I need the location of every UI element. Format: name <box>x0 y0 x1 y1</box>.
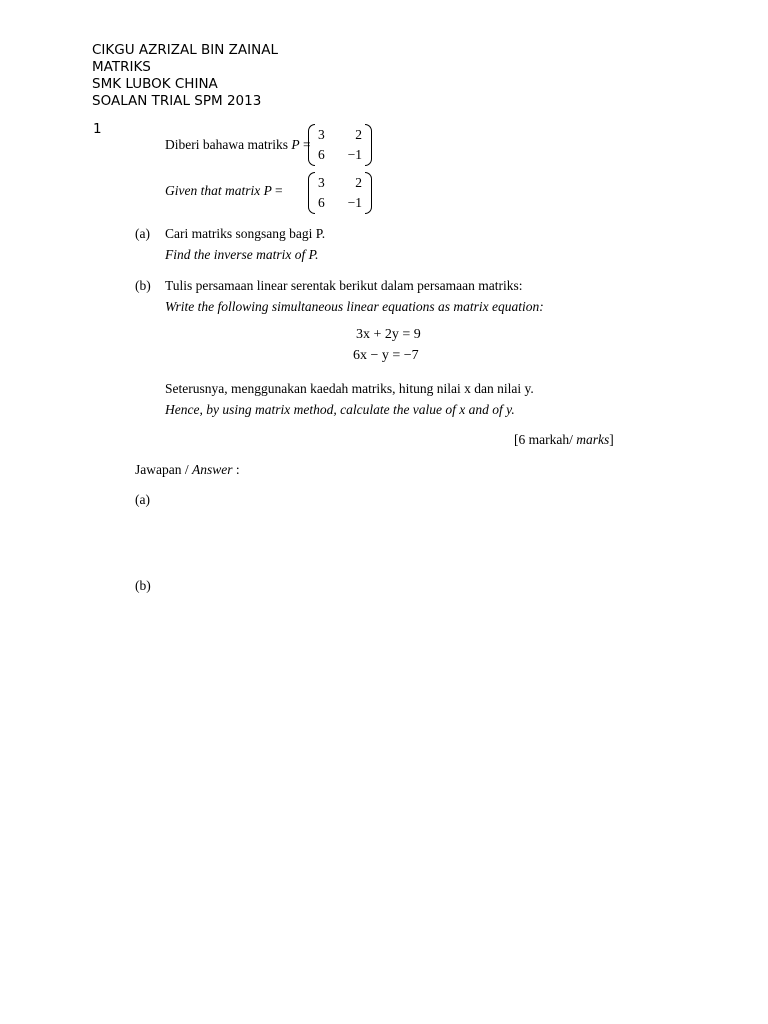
equation-2: 6x − y = −7 <box>353 348 419 363</box>
marks-close: ] <box>609 432 614 447</box>
part-b-label: (b) <box>135 278 151 293</box>
answer-label-en: Answer <box>191 462 233 477</box>
answer-label-ms: Jawapan / <box>135 462 192 477</box>
right-bracket <box>365 124 372 166</box>
given-statement-en <box>165 183 283 199</box>
matrix-cell: 3 <box>318 175 325 190</box>
equals-sign: = <box>275 183 283 198</box>
matrix-cell: 6 <box>318 147 325 162</box>
matrix-cell: 2 <box>355 127 362 142</box>
part-a-text-en: Find the inverse matrix of P. <box>165 247 319 262</box>
matrix-variable: P <box>291 137 300 152</box>
left-bracket <box>308 172 315 214</box>
teacher-name: CIKGU AZRIZAL BIN ZAINAL <box>92 42 278 58</box>
given-text-en: Given that matrix <box>165 183 261 198</box>
part-a-label: (a) <box>135 226 150 241</box>
given-text-ms: Diberi bahawa matriks <box>165 137 288 152</box>
exam-title: SOALAN TRIAL SPM 2013 <box>92 93 262 109</box>
left-bracket <box>308 124 315 166</box>
matrix-cell: 3 <box>318 127 325 142</box>
equation-1: 3x + 2y = 9 <box>356 327 421 342</box>
answer-colon: : <box>232 462 240 477</box>
answer-part-b-label: (b) <box>135 578 151 593</box>
matrix-cell: −1 <box>347 147 362 162</box>
subject: MATRIKS <box>92 59 151 75</box>
matrix-variable: P <box>263 183 272 198</box>
part-b-text-ms: Tulis persamaan linear serentak berikut dalam persamaan matriks: <box>165 278 523 293</box>
marks-text: [6 markah/ <box>514 432 577 447</box>
hence-text-en: Hence, by using matrix method, calculate the value of x and of y. <box>165 402 515 417</box>
part-b-text-en: Write the following simultaneous linear equations as matrix equation: <box>165 299 544 314</box>
matrix-cell: −1 <box>347 195 362 210</box>
marks-allocation <box>514 432 614 448</box>
answer-part-a-label: (a) <box>135 492 150 507</box>
document-header <box>92 42 278 110</box>
equals-sign: = <box>302 137 311 152</box>
matrix-p-en <box>308 172 372 214</box>
question-number: 1 <box>93 121 102 137</box>
matrix-cell: 6 <box>318 195 325 210</box>
school-name: SMK LUBOK CHINA <box>92 76 218 92</box>
right-bracket <box>365 172 372 214</box>
matrix-cell: 2 <box>355 175 362 190</box>
part-a-text-ms: Cari matriks songsang bagi P. <box>165 226 326 241</box>
marks-text-en: marks <box>576 432 610 447</box>
answer-heading <box>135 462 240 478</box>
matrix-p-ms <box>308 124 372 166</box>
hence-text-ms: Seterusnya, menggunakan kaedah matriks, hitung nilai x dan nilai y. <box>165 381 534 396</box>
given-statement-ms <box>165 137 311 153</box>
